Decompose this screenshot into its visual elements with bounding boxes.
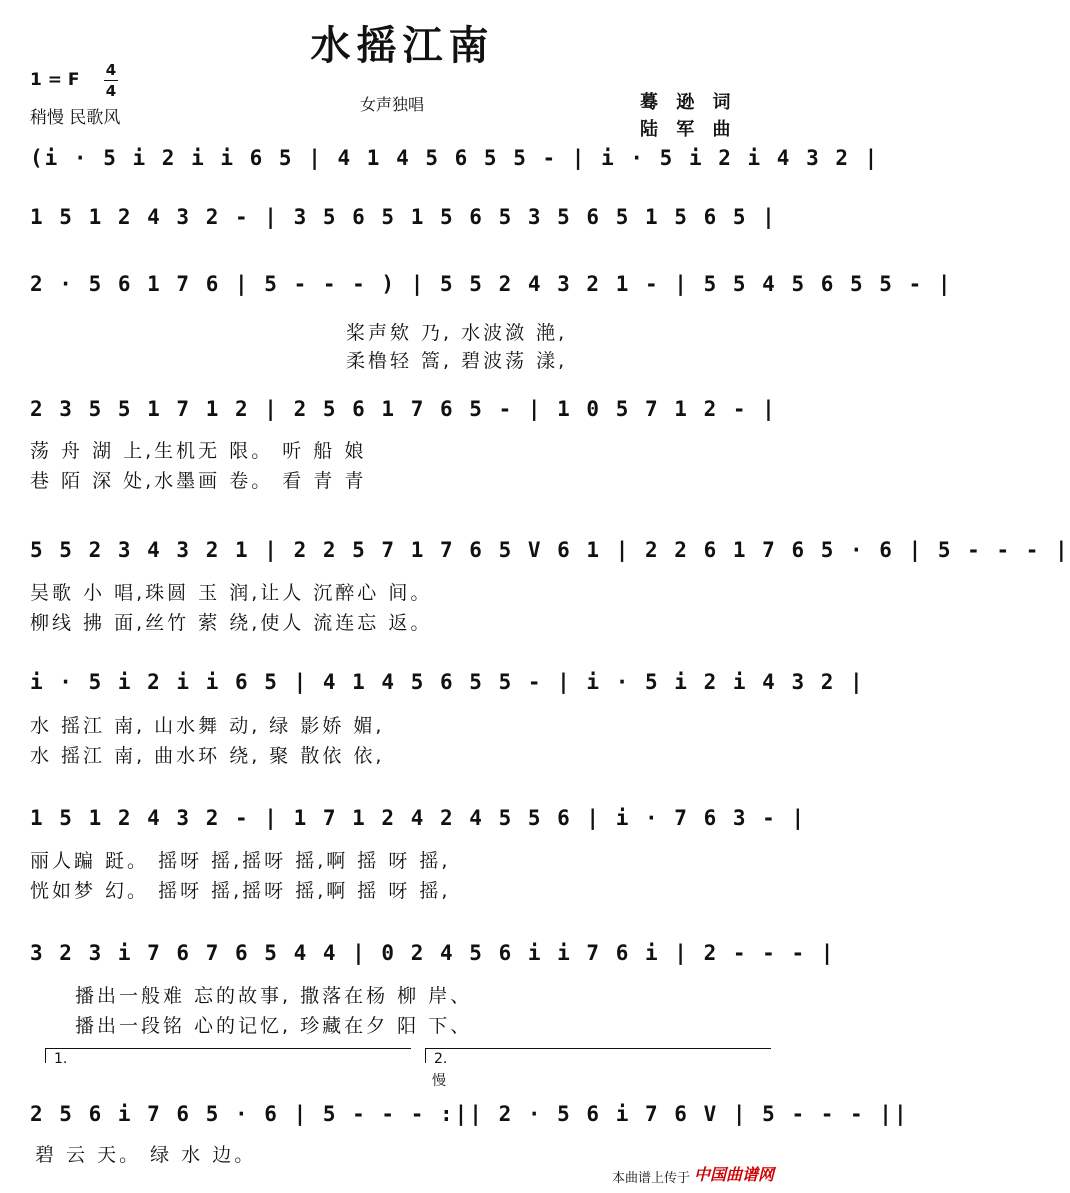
tempo-marking: 稍慢 民歌风 — [30, 108, 121, 128]
lyric-line: 播出一般难 忘的故事, 撒落在杨 柳 岸、 — [75, 985, 473, 1007]
staff-notes: 1 5 1 2 4 3 2 - | 3 5 6 5 1 5 6 5 3 5 6 5 1 5 6 5 | — [30, 205, 777, 229]
key-signature: 1 = F — [30, 70, 80, 90]
lyric-line: 吴歌 小 唱,珠圆 玉 润,让人 沉醉心 间。 — [30, 582, 433, 604]
lyric-line: 柔橹轻 篙, 碧波荡 漾, — [346, 350, 568, 372]
composer-credit: 陆 军 曲 — [640, 119, 737, 140]
lyric-line: 水 摇江 南, 曲水环 绕, 聚 散依 依, — [30, 745, 385, 767]
lyric-line: 播出一段铭 心的记忆, 珍藏在夕 阳 下、 — [75, 1015, 473, 1037]
staff-notes: 2 5 6 i 7 6 5 · 6 | 5 - - - :|| 2 · 5 6 i 7 6 V | 5 - - - || — [30, 1102, 909, 1126]
upload-note: 本曲谱上传于 — [612, 1171, 691, 1186]
lyric-line: 水 摇江 南, 山水舞 动, 绿 影娇 媚, — [30, 715, 385, 737]
staff-notes: i · 5 i 2 i i 6 5 | 4 1 4 5 6 5 5 - | i · 5 i 2 i 4 3 2 | — [30, 670, 865, 694]
staff-notes: 1 5 1 2 4 3 2 - | 1 7 1 2 4 2 4 5 5 6 | i · 7 6 3 - | — [30, 806, 807, 830]
second-ending-bracket — [425, 1048, 771, 1067]
staff-notes: 5 5 2 3 4 3 2 1 | 2 2 5 7 1 7 6 5 V 6 1 | 2 2 6 1 7 6 5 · 6 | 5 - - - | — [30, 538, 1070, 562]
staff-notes: (i · 5 i 2 i i 6 5 | 4 1 4 5 6 5 5 - | i · 5 i 2 i 4 3 2 | — [30, 146, 880, 170]
lyric-line: 柳线 拂 面,丝竹 萦 绕,使人 流连忘 返。 — [30, 612, 433, 634]
time-signature — [104, 60, 118, 101]
lyric-line: 碧 云 天。 绿 水 边。 — [35, 1144, 257, 1166]
first-ending-bracket — [45, 1048, 411, 1067]
performance-note: 女声独唱 — [360, 95, 425, 114]
staff-notes: 2 · 5 6 1 7 6 | 5 - - - ) | 5 5 2 4 3 2 1 - | 5 5 4 5 6 5 5 - | — [30, 272, 953, 296]
lyric-line: 丽人蹁 跹。 摇呀 摇,摇呀 摇,啊 摇 呀 摇, — [30, 850, 451, 872]
meter-bottom: 4 — [105, 82, 117, 100]
lyric-line: 巷 陌 深 处,水墨画 卷。 看 青 青 — [30, 470, 367, 492]
meter-top: 4 — [105, 61, 117, 79]
score-title: 水摇江南 — [310, 23, 495, 69]
lyricist-credit: 蓦 逊 词 — [640, 92, 737, 113]
lyric-line: 桨声欸 乃, 水波潋 滟, — [346, 322, 568, 344]
staff-notes: 3 2 3 i 7 6 7 6 5 4 4 | 0 2 4 5 6 i i 7 6 i | 2 - - - | — [30, 941, 836, 965]
staff-notes: 2 3 5 5 1 7 1 2 | 2 5 6 1 7 6 5 - | 1 0 5 7 1 2 - | — [30, 397, 777, 421]
lyric-line: 荡 舟 湖 上,生机无 限。 听 船 娘 — [30, 440, 367, 462]
site-logo: 中国曲谱网 — [694, 1165, 775, 1184]
lyric-line: 恍如梦 幻。 摇呀 摇,摇呀 摇,啊 摇 呀 摇, — [30, 880, 451, 902]
second-ending-label: 2. — [434, 1051, 448, 1067]
slow-marking: 慢 — [432, 1073, 446, 1089]
first-ending-label: 1. — [54, 1051, 68, 1067]
